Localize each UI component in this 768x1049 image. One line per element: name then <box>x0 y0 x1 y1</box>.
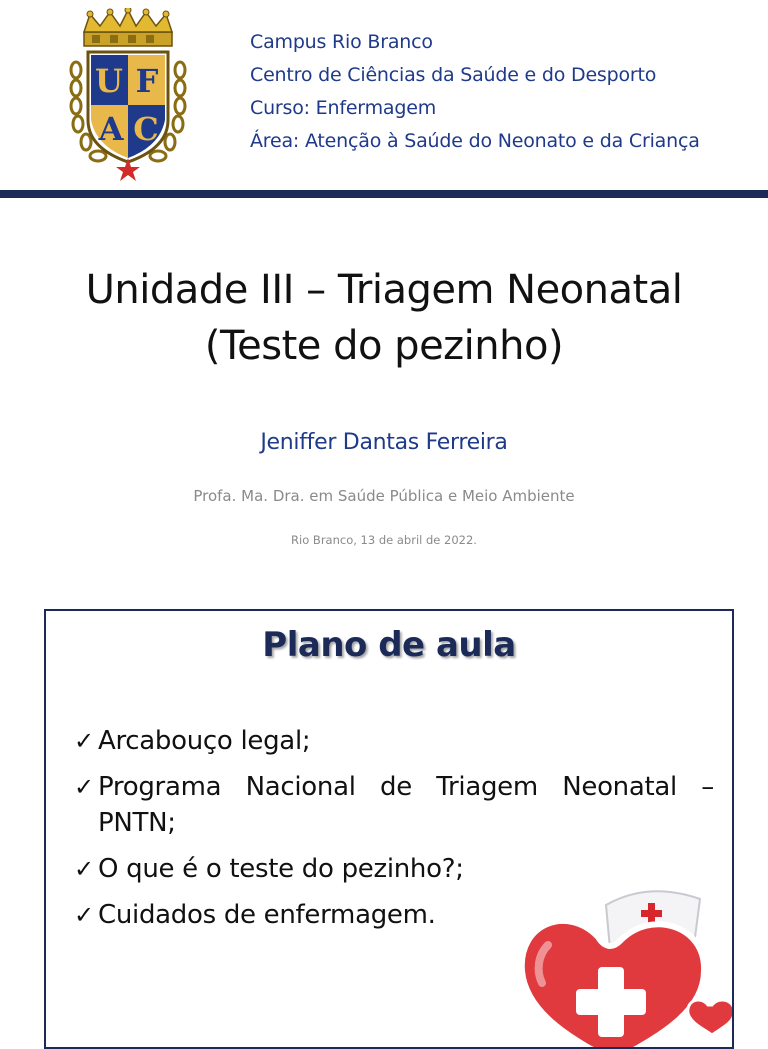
author-credentials: Profa. Ma. Dra. em Saúde Pública e Meio Ambiente <box>193 487 575 505</box>
checkmark-icon: ✓ <box>74 773 94 801</box>
list-item: ✓ Arcabouço legal; <box>74 723 714 759</box>
presentation-date: Rio Branco, 13 de abril de 2022. <box>291 533 477 547</box>
lesson-plan-slide <box>44 609 734 1049</box>
area-line: Área: Atenção à Saúde do Neonato e da Criança <box>250 130 700 152</box>
list-item: ✓ O que é o teste do pezinho?; <box>74 851 714 887</box>
lesson-plan-title: Plano de aula <box>262 625 516 665</box>
checkmark-icon: ✓ <box>74 727 94 755</box>
list-item <box>74 769 714 841</box>
center-line: Centro de Ciências da Saúde e do Desporto <box>250 64 657 86</box>
list-item: ✓ Cuidados de enfermagem. <box>74 897 714 933</box>
logo-letter-f: F <box>135 62 159 100</box>
slide-title <box>0 262 768 374</box>
institution-info <box>250 26 700 158</box>
logo-letter-a: A <box>98 110 124 148</box>
author-name: Jeniffer Dantas Ferreira <box>260 430 508 455</box>
list-item-text: Programa Nacional de Triagem Neonatal – PNTN; <box>98 772 714 838</box>
checkmark-icon: ✓ <box>74 855 94 883</box>
ufac-logo-icon <box>66 8 190 182</box>
logo-letter-c: C <box>133 110 159 148</box>
header-divider <box>0 190 768 198</box>
course-line: Curso: Enfermagem <box>250 97 436 119</box>
crown-icon <box>84 8 172 46</box>
title-line-1: Unidade III – Triagem Neonatal <box>85 267 683 313</box>
checkmark-icon: ✓ <box>74 901 94 929</box>
nurse-heart-icon <box>508 875 734 1049</box>
star-icon <box>116 158 140 181</box>
logo-letter-u: U <box>95 62 123 100</box>
campus-line: Campus Rio Branco <box>250 31 433 53</box>
title-line-2: (Teste do pezinho) <box>204 323 564 369</box>
